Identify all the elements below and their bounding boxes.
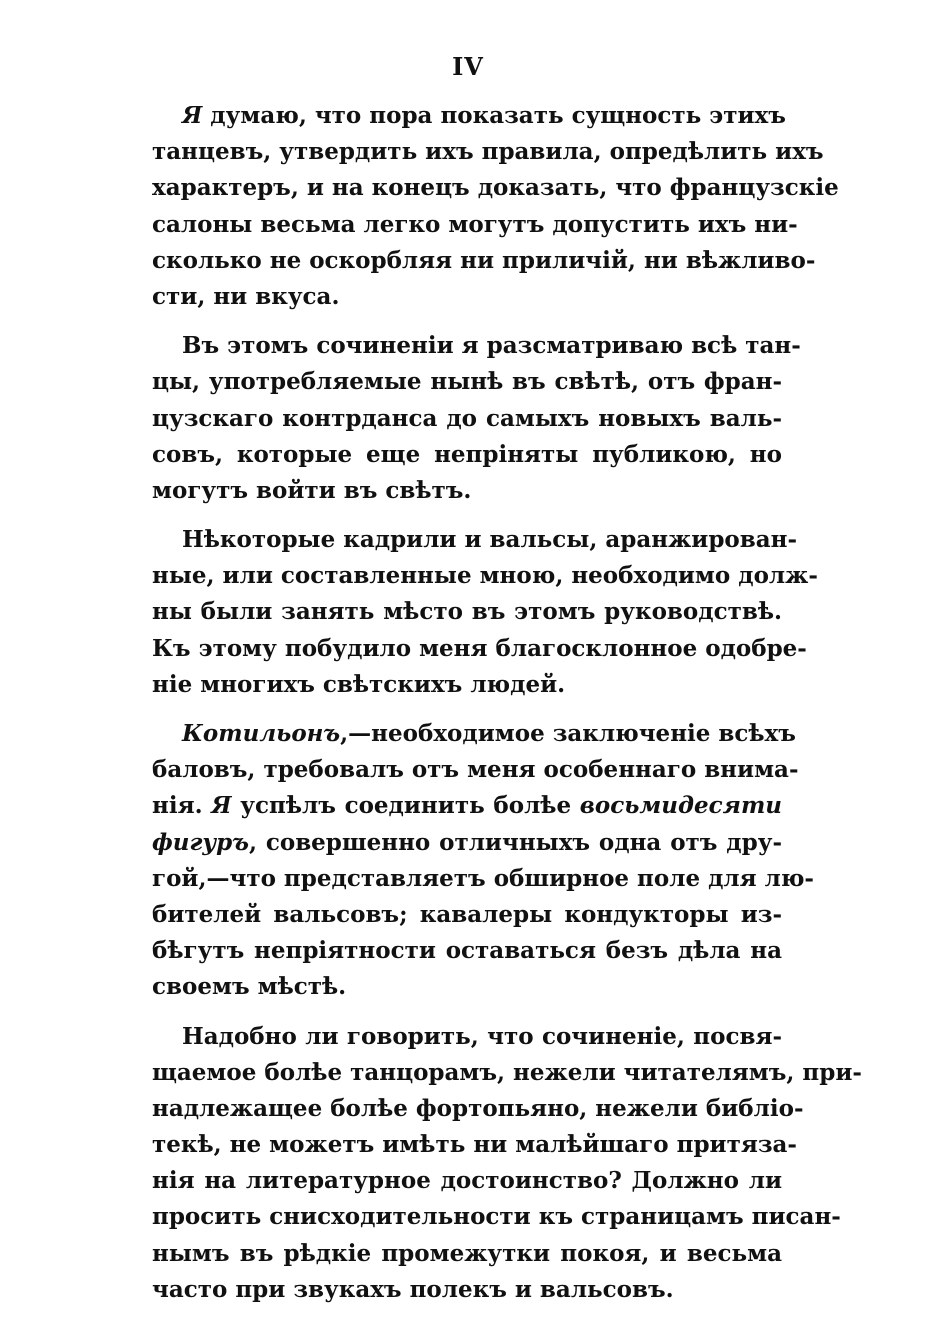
text-segment: бѣгутъ непріятности оставаться безъ дѣла на <box>152 937 782 965</box>
text-segment: Нѣкоторые кадрили и вальсы, аранжирован- <box>182 526 798 554</box>
text-segment: нія на литературное достоинство? Должно ли <box>152 1167 782 1195</box>
text-line <box>152 522 798 558</box>
text-segment: нымъ въ рѣдкіе промежутки покоя, и весьма <box>152 1239 782 1267</box>
text-segment: ніе многихъ свѣтскихъ людей. <box>152 670 566 698</box>
text-segment: своемъ мѣстѣ. <box>152 973 347 1001</box>
text-line <box>152 207 798 243</box>
text-line <box>152 243 816 279</box>
text-line <box>152 897 782 933</box>
text-segment: текѣ, не можетъ имѣть ни малѣйшаго притяза- <box>152 1131 797 1159</box>
text-line <box>152 401 782 437</box>
text-segment: успѣлъ соединить болѣе <box>231 792 580 820</box>
italic-text: Я <box>182 102 203 129</box>
text-segment: сколько не оскорбляя ни приличій, ни вѣжливо- <box>152 246 816 274</box>
italic-text: Котильонъ <box>182 720 341 747</box>
text-line <box>152 1127 797 1163</box>
text-segment: характеръ, и на конецъ доказать, что французскіе <box>152 174 839 202</box>
text-segment: надлежащее болѣе фортопьяно, нежели библіо- <box>152 1094 804 1122</box>
text-line <box>152 1055 862 1091</box>
text-segment: , совершенно отличныхъ одна отъ дру- <box>248 828 782 856</box>
text-line <box>152 1199 841 1235</box>
text-line <box>152 1163 782 1199</box>
text-segment: нія. <box>152 792 212 820</box>
text-line <box>152 861 814 897</box>
text-line <box>152 558 818 594</box>
text-segment: сти, ни вкуса. <box>152 282 340 310</box>
text-line <box>152 134 824 170</box>
text-segment: Надобно ли говорить, что сочиненіе, посвя- <box>182 1022 782 1050</box>
text-line <box>152 437 782 473</box>
italic-text: Я <box>211 792 232 820</box>
page-number: IV <box>452 52 484 81</box>
paragraph <box>152 522 818 703</box>
text-line <box>152 1236 782 1272</box>
text-line <box>152 716 796 752</box>
text-line <box>152 788 782 824</box>
text-segment: цузскаго контрданса до самыхъ новыхъ валь- <box>152 404 782 432</box>
text-line <box>152 752 799 788</box>
text-segment: баловъ, требовалъ отъ меня особеннаго внима- <box>152 756 799 784</box>
text-segment: ные, или составленные мною, необходимо долж- <box>152 562 818 590</box>
body-text <box>152 98 862 1330</box>
text-line <box>152 933 782 969</box>
paragraph <box>152 98 839 315</box>
text-line <box>152 1091 804 1127</box>
italic-text: фигуръ <box>152 828 249 856</box>
text-segment: щаемое болѣе танцорамъ, нежели читателямъ, при- <box>152 1058 862 1086</box>
text-segment: гой,—что представляетъ обширное поле для лю- <box>152 864 814 892</box>
text-line <box>152 594 782 630</box>
text-line <box>152 825 782 861</box>
text-line <box>152 631 807 667</box>
text-line <box>152 969 782 1005</box>
text-segment: ны были занять мѣсто въ этомъ руководствѣ. <box>152 598 782 626</box>
text-line <box>152 279 782 315</box>
italic-text: восьмидесяти <box>579 792 783 820</box>
text-segment: думаю, что пора показать сущность этихъ <box>202 102 786 129</box>
text-segment: салоны весьма легко могутъ допустить ихъ ни- <box>152 210 798 238</box>
text-segment: ,—необходимое заключеніе всѣхъ <box>340 720 796 747</box>
text-segment: просить снисходительности къ страницамъ писан- <box>152 1203 841 1231</box>
paragraph <box>152 328 801 509</box>
paragraph <box>152 1019 862 1309</box>
text-line <box>152 1019 782 1055</box>
text-segment: часто при звукахъ полекъ и вальсовъ. <box>152 1275 674 1303</box>
text-segment: совъ, которые еще непріняты публикою, но <box>152 440 782 468</box>
text-line <box>152 328 801 364</box>
text-line <box>152 98 786 134</box>
text-line <box>152 473 782 509</box>
text-segment: могутъ войти въ свѣтъ. <box>152 476 472 504</box>
text-segment: танцевъ, утвердить ихъ правила, опредѣлить ихъ <box>152 138 824 166</box>
text-segment: цы, употребляемые нынѣ въ свѣтѣ, отъ фран- <box>152 368 782 396</box>
text-segment: бителей вальсовъ; кавалеры кондукторы из- <box>152 900 782 928</box>
text-segment: Въ этомъ сочиненіи я разсматриваю всѣ тан- <box>182 332 801 360</box>
text-line <box>152 1272 782 1308</box>
text-line <box>152 667 782 703</box>
paragraph <box>152 716 814 1006</box>
text-line <box>152 364 782 400</box>
text-segment: Къ этому побудило меня благосклонное одобре- <box>152 634 807 662</box>
text-line <box>152 170 839 206</box>
